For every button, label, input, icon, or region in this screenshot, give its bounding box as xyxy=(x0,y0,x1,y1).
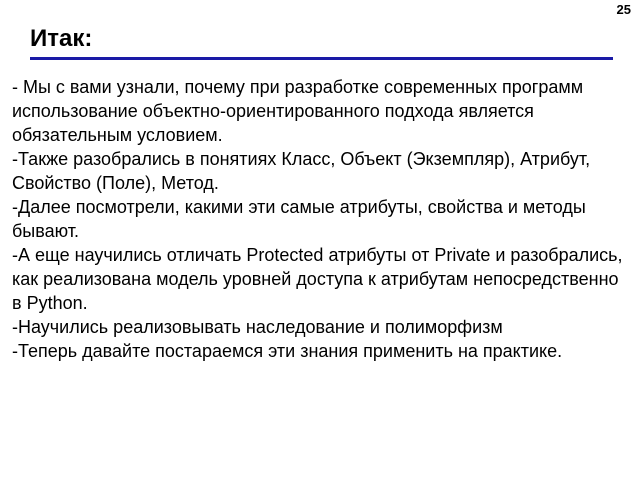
list-dash: - xyxy=(12,341,18,361)
list-dash: - xyxy=(12,197,18,217)
slide-title: Итак: xyxy=(30,25,93,52)
title-underline xyxy=(30,57,613,60)
list-item xyxy=(12,243,624,315)
list-item-text: Далее посмотрели, какими эти самые атрибуты, свойства и методы бывают. xyxy=(12,197,586,241)
summary-list xyxy=(12,75,624,363)
list-item xyxy=(12,75,624,147)
list-dash: - xyxy=(12,317,18,337)
list-item xyxy=(12,195,624,243)
list-item xyxy=(12,147,624,195)
list-item-text: Научились реализовывать наследование и полиморфизм xyxy=(18,317,503,337)
list-dash: - xyxy=(12,149,18,169)
list-dash: - xyxy=(12,245,18,265)
slide-number: 25 xyxy=(616,2,631,17)
list-item xyxy=(12,339,624,363)
list-item xyxy=(12,315,624,339)
list-item-text: А еще научились отличать Protected атрибуты от Private и разобрались, как реализована модель уровней доступа к атрибутам непосредственно в Python. xyxy=(12,245,623,313)
list-item-text: Также разобрались в понятиях Класс, Объект (Экземпляр), Атрибут, Свойство (Поле), Метод. xyxy=(12,149,591,193)
list-item-text: Мы с вами узнали, почему при разработке современных программ использование объектно-ориентированного подхода является обязательным условием. xyxy=(12,77,584,145)
list-item-text: Теперь давайте постараемся эти знания применить на практике. xyxy=(18,341,563,361)
list-dash: - xyxy=(12,77,23,97)
